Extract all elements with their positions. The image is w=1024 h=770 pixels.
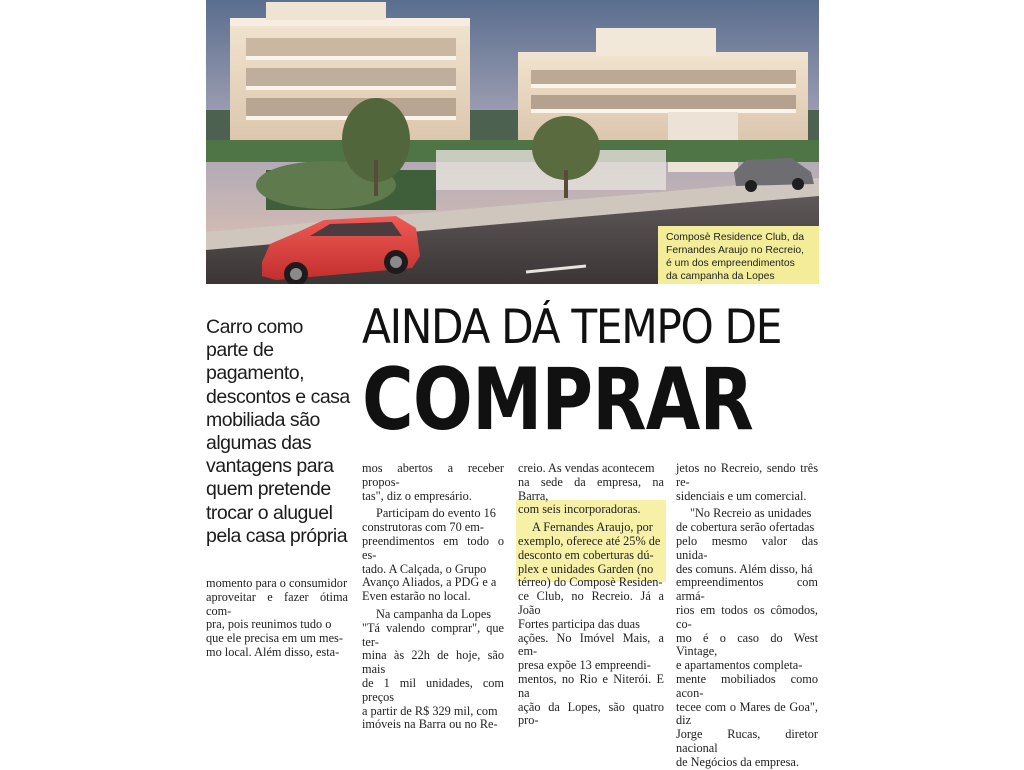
text-line: Jorge Rucas, diretor nacional: [676, 727, 818, 755]
text-line: com seis incorporadoras.: [518, 502, 641, 517]
text-line: plex e unidades Garden (no: [518, 561, 654, 576]
text-line: tado. A Calçada, o Grupo: [362, 561, 487, 576]
headline-line-1: AINDA DÁ TEMPO DE: [362, 300, 782, 355]
text-line: a partir de R$ 329 mil, com: [362, 703, 498, 718]
text-line: momento para o consumidor: [206, 576, 348, 590]
text-line: de Negócios da empresa.: [676, 754, 799, 769]
text-line: mos abertos a receber propos-: [362, 461, 504, 489]
text-line: Participam do evento 16: [376, 506, 496, 521]
text-line: ação da Lopes, são quatro pro-: [518, 699, 664, 728]
text-line: presa expõe 13 empreendi-: [518, 658, 651, 673]
deck-line: algumas das: [206, 432, 312, 455]
text-line: Fortes participa das duas: [518, 616, 640, 631]
deck-line: quem pretende: [206, 478, 331, 501]
text-line: Na campanha da Lopes: [376, 606, 492, 621]
text-line: mo local. Além disso, esta-: [206, 644, 340, 659]
caption-line: Fernandes Araujo no Recreio,: [666, 245, 805, 256]
article-column-2: [362, 462, 504, 732]
text-line: tecee com o Mares de Goa", diz: [676, 699, 818, 728]
deck-line: trocar o aluguel: [206, 501, 333, 524]
text-line: des comuns. Além disso, há: [676, 561, 813, 576]
text-line: térreo) do Composè Residen-: [518, 575, 663, 590]
article-photo: [206, 0, 819, 284]
caption-line: é um dos empreendimentos: [666, 258, 795, 269]
text-line: mente mobiliados como acon-: [676, 671, 818, 700]
text-line: jetos no Recreio, sendo três re-: [676, 461, 818, 489]
text-line: preendimentos em todo o es-: [362, 533, 504, 562]
text-line: pra, pois reunimos tudo o: [206, 617, 332, 632]
deck-line: vantagens para: [206, 455, 334, 478]
text-line: e apartamentos completa-: [676, 658, 803, 673]
text-line: ações. No Imóvel Mais, a em-: [518, 630, 664, 659]
deck-line: pela casa própria: [206, 524, 348, 547]
photo-caption: [658, 226, 819, 284]
caption-line: Composè Residence Club, da: [666, 232, 805, 243]
text-line: tas", diz o empresário.: [362, 488, 472, 503]
text-line: sidenciais e um comercial.: [676, 488, 807, 503]
text-line: mentos, no Rio e Niterói. E na: [518, 671, 664, 700]
text-line: construtoras com 70 em-: [362, 520, 484, 535]
deck-line: parte de: [206, 339, 274, 362]
text-line: que ele precisa em um mes-: [206, 631, 343, 646]
article-column-1: [206, 577, 348, 660]
article-deck: [206, 316, 356, 548]
deck-line: descontos e casa: [206, 385, 350, 408]
deck-line: mobiliada são: [206, 408, 320, 431]
deck-line: Carro como: [206, 316, 303, 338]
text-line: mo é o caso do West Vintage,: [676, 630, 818, 659]
headline-line-2: COMPRAR: [362, 350, 754, 450]
text-line: imóveis na Barra ou no Re-: [362, 717, 498, 732]
text-line: "Tá valendo comprar", que ter-: [362, 620, 504, 649]
deck-line: pagamento,: [206, 362, 304, 385]
caption-line: da campanha da Lopes: [666, 271, 775, 282]
text-line: A Fernandes Araujo, por: [532, 520, 653, 535]
text-line: Even estarão no local.: [362, 589, 471, 604]
text-line: aproveitar e fazer ótima com-: [206, 589, 348, 618]
text-line: mina às 22h de hoje, são mais: [362, 648, 504, 677]
text-line: exemplo, oferece até 25% de: [518, 533, 661, 548]
article-column-4: [676, 462, 818, 770]
text-line: ce Club, no Recreio. Já a João: [518, 589, 664, 617]
text-line: desconto em coberturas dú-: [518, 547, 654, 562]
text-line: "No Recreio as unidades: [690, 506, 812, 521]
article-column-3: [518, 462, 664, 728]
text-line: empreendimentos com armá-: [676, 575, 818, 604]
text-line: na sede da empresa, na Barra,: [518, 474, 664, 503]
text-line: pelo mesmo valor das unida-: [676, 533, 818, 562]
text-line: creio. As vendas acontecem: [518, 461, 655, 475]
text-line: Avanço Aliados, a PDG e a: [362, 575, 497, 590]
text-line: de cobertura serão ofertadas: [676, 520, 815, 535]
text-line: de 1 mil unidades, com preços: [362, 675, 504, 704]
text-line: rios em todos os cômodos, co-: [676, 602, 818, 631]
